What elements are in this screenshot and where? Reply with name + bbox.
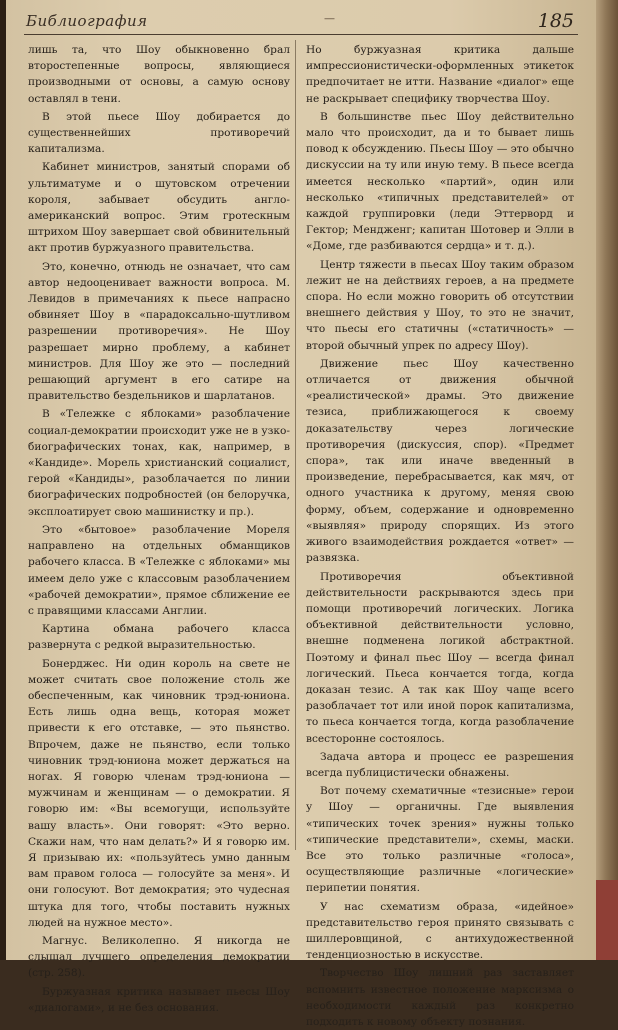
paragraph: Буржуазная критика называет пьесы Шоу «диалогами», и не без основания. [28,985,290,1014]
book-cover-edge [596,880,618,960]
column-divider [295,40,296,850]
quote-paragraph: Магнус. Великолепно. Я никогда не слышал лучшего определения демократии (стр. 258). [28,934,290,980]
paragraph: лишь та, что Шоу обыкновенно брал второстепенные вопросы, являющиеся производными от основы, а самую основу оставлял в тени. [28,44,290,105]
paragraph: Это, конечно, отнюдь не означает, что сам автор недооценивает важности вопроса. М. Левидов в примечаниях к пьесе напрасно обвиняет Шоу в «парадоксально-шутливом разрешении противоречия». Не Шоу разрешает мирно проблему, а кабинет министров. Для Шоу же это — последний решающий аргумент в его сатире на правительство бездельников и шарлатанов. [28,260,290,403]
paragraph: Кабинет министров, занятый спорами об ультиматуме и о шутовском отречении короля, забывает обсудить англо-американский вопрос. Этим гротескным штрихом Шоу завершает свой обвинительный акт против буржуазного правительства. [28,161,290,255]
running-header-title: Библиография [26,12,148,30]
paragraph: Противоречия объективной действительности раскрываются здесь при помощи противоречий логических. Логика объективной действительности условно, внешне подменена логикой абстрактной. Поэтому и финал пьес Шоу — всегда финал логический. Пьеса кончается тогда, когда доказан тезис. А так как Шоу чаще всего разоблачает тот или иной порок капитализма, то пьеса кончается тогда, когда разоблачение всесторонне состоялось. [306,570,574,745]
page-number: 185 [537,10,574,32]
header-mark: — [324,12,335,25]
right-column [306,42,574,1030]
paragraph: Это «бытовое» разоблачение Мореля направлено на отдельных обманщиков рабочего класса. В «Тележке с яблоками» мы имеем дело уже с классовым разоблачением «рабочей демократии», прямое сближение ее с правящими классами Англии. [28,523,290,617]
paragraph: В «Тележке с яблоками» разоблачение социал-демократии происходит уже не в узко-биографических тонах, как, например, в «Кандиде». Морель христианский социалист, герой «Кандиды», разоблачается по линии биографических подробностей (он белоручка, эксплоатирует свою машинистку и пр.). [28,408,290,518]
header-rule [24,34,578,35]
paragraph: Творчество Шоу лишний раз заставляет вспомнить известное положение марксизма о необходимости каждый раз конкретно подходить к новому объекту познания. [306,967,574,1028]
paragraph: У нас схематизм образа, «идейное» представительство героя принято связывать с шиллеровщиной, с антихудожественной тенденциозностью в искусстве. [306,900,574,962]
paragraph: Но буржуазная критика дальше импрессионистически-оформленных этикеток предпочитает не итти. Название «диалог» еще не раскрывает специфику творчества Шоу. [306,44,574,105]
paragraph: В большинстве пьес Шоу действительно мало что происходит, да и то бывает лишь повод к обсуждению. Пьесы Шоу — это обычно дискуссии на ту или иную тему. В пьесе всегда имеется несколько «партий», один или несколько «типичных представителей» от каждой группировки (леди Эттерворд и Гектор; Мендженг; капитан Шотовер и Элли в «Доме, где разбиваются сердца» и т. д.). [306,110,574,253]
paragraph: Вот почему схематичные «тезисные» герои у Шоу — органичны. Где выявления «типических точек зрения» нужны только «типические представители», схемы, маски. Все это только различные «голоса», осуществляющие различные «логические» перипетии понятия. [306,785,574,895]
paragraph: Центр тяжести в пьесах Шоу таким образом лежит не на действиях героев, а на предмете спора. Но если можно говорить об отсутствии внешнего действия у Шоу, то это не значит, что пьесы его статичны («статичность» — второй обычный упрек по адресу Шоу). [306,258,574,352]
paragraph: Задача автора и процесс ее разрешения всегда публицистически обнажены. [306,750,574,779]
quote-paragraph: Бонерджес. Ни один король на свете не может считать свое положение столь же обеспеченным, как чиновник трэд-юниона. Есть лишь одна вещь, которая может привести к его отставке, — это пьянство. Впрочем, даже не пьянство, если только чиновник трэд-юниона может держаться на ногах. Я говорю членам трэд-юниона — мужчинам и женщинам — о демократии. Я говорю им: «Вы всемогущи, используйте вашу власть». Они говорят: «Это верно. Скажи нам, что нам делать?» И я говорю им. Я призываю их: «пользуйтесь умно данным вам правом голоса — голосуйте за меня». И они голосуют. Вот демократия; это чудесная штука для того, чтобы поставить нужных людей на нужное место». [28,657,290,929]
book-page [6,0,596,1028]
left-column [28,42,290,1016]
paragraph: Движение пьес Шоу качественно отличается от движения обычной «реалистической» драмы. Это движение тезиса, приближающегося к своему доказательству через логические противоречия (дискуссия, спор). «Предмет спора», так или иначе введенный в произведение, перебрасывается, как мяч, от одного участника к другому, меняя свою форму, объем, содержание и одновременно «выявляя» природу спорящих. Из этого живого взаимодействия рождается «ответ» — развязка. [306,357,574,565]
paragraph: В этой пьесе Шоу добирается до существеннейших противоречий капитализма. [28,110,290,156]
paragraph: Картина обмана рабочего класса развернута с редкой выразительностью. [28,623,290,652]
book-page-edges [596,0,618,960]
